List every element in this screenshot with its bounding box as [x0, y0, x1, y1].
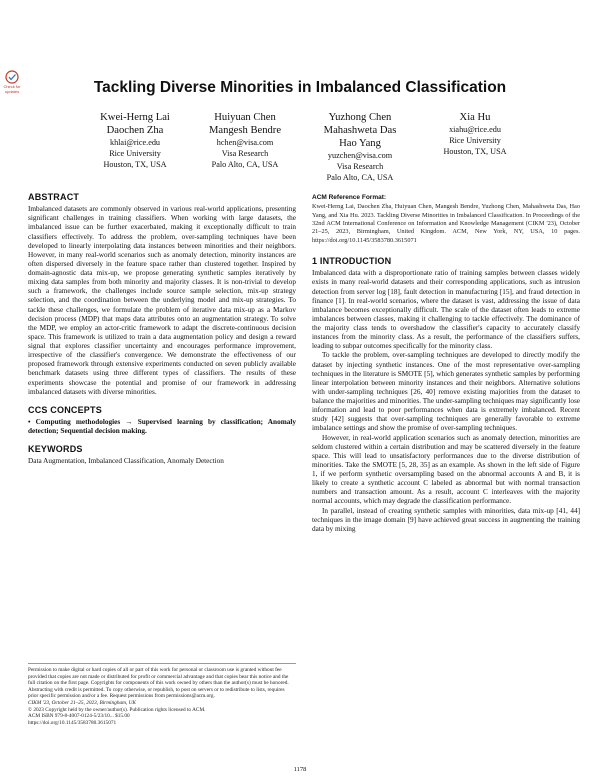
introduction-heading: 1 INTRODUCTION	[312, 256, 392, 267]
permission-footnote	[28, 663, 296, 726]
badge-label: Check for updates	[3, 84, 21, 94]
right-column	[312, 193, 580, 534]
intro-paragraph: In parallel, instead of creating synthetic samples with minorities, data mix-up [41, 44] techniques in the image domain [9] have achieved great success in augmenting the training data by mixing	[312, 506, 580, 533]
left-column	[28, 193, 296, 466]
author-name: Yuzhong Chen	[328, 112, 392, 123]
author-block-4	[410, 111, 540, 157]
author-email: xiahu@rice.edu	[449, 125, 501, 134]
abstract-heading: ABSTRACT	[28, 192, 80, 202]
reference-format-heading: ACM Reference Format:	[312, 194, 387, 201]
author-location: Palo Alto, CA, USA	[211, 160, 279, 169]
author-institution: Rice University	[449, 136, 501, 145]
abstract-text: Imbalanced datasets are commonly observed in various real-world applications, presenting significant challenges in training classifiers. When working with large datasets, the imbalanced issue can be further exacerbated, making it exceptionally difficult to train classifiers effectively. To address the problem, over-sampling techniques have been developed to linearly interpolating data instances between minorities and their neighbors. However, in many real-world scenarios such as anomaly detection, minority instances are often dispersed diversely in the feature space rather than clustered together. Inspired by domain-agnostic data mix-up, we propose generating synthetic samples iteratively by mixing data samples from both minority and majority classes. It is non-trivial to develop such a framework, the challenges include source sample selection, mix-up strategy selection, and the coordination between the underlying model and mix-up strategies. To tackle these challenges, we formulate the problem of iterative data mix-up as a Markov decision process (MDP) that maps data attributes onto an augmentation strategy. To solve the MDP, we employ an actor-critic framework to adapt the discrete-continuous decision space. This framework is utilized to train a data augmentation policy and design a reward signal that explores classifier uncertainty and encourages performance improvement, irrespective of the classifier's convergence. We demonstrate the effectiveness of our proposed framework through extensive experiments conducted on seven publicly available benchmark datasets using three different types of classifiers. The results of these experiments showcase the potential and promise of our framework in addressing imbalanced datasets with diverse minorities.	[28, 205, 296, 396]
author-name: Hao Yang	[339, 138, 381, 149]
author-name: Huiyuan Chen	[214, 112, 276, 123]
author-location: Palo Alto, CA, USA	[326, 173, 394, 182]
keywords-text: Data Augmentation, Imbalanced Classification, Anomaly Detection	[28, 457, 224, 466]
ccs-text: • Computing methodologies → Supervised learning by classification; Anomaly detection; Sequential decision making.	[28, 417, 296, 435]
author-institution: Visa Research	[221, 149, 269, 158]
author-location: Houston, TX, USA	[103, 160, 167, 169]
author-block-3	[290, 111, 430, 183]
permission-text: Permission to make digital or hard copies of all or part of this work for personal or classroom use is granted without fee provided that copies are not made or distributed for profit or commercial advantage and that copies bear this notice and the full citation on the first page. Copyrights for components of this work owned by others than the author(s) must be honored. Abstracting with credit is permitted. To copy otherwise, or republish, to post on servers or to redistribute to lists, requires prior specific permission and/or a fee. Request permissions from permissions@acm.org.	[28, 667, 289, 700]
intro-paragraph: Imbalanced data with a disproportionate ratio of training samples between classes widely exists in many real-world datasets and their corresponding applications, such as intrusion detection from server log [18], fault detection in manufacturing [15], and fraud detection in finance [1]. In real-world scenarios, where the dataset is vast, addressing the issue of data imbalance becomes exceptionally difficult. The scale of the dataset often leads to extreme imbalances between classes, making it challenging to tackle effectively. The dominance of the majority class tends to overshadow the classifier's capacity to accurately classify instances from the minority class. As a result, the performance of the classifiers suffers, leading to subpar outcomes specifically for the minority class.	[312, 269, 580, 351]
author-name: Daochen Zha	[106, 125, 164, 136]
author-email: hchen@visa.com	[216, 138, 274, 147]
author-institution: Visa Research	[336, 162, 384, 171]
conference-line: CIKM '23, October 21–25, 2023, Birmingham, UK	[28, 699, 136, 706]
author-name: Mahashweta Das	[323, 125, 397, 136]
author-location: Houston, TX, USA	[443, 147, 507, 156]
page-number: 1178	[293, 766, 307, 773]
paper-title: Tackling Diverse Minorities in Imbalanced Classification	[93, 79, 507, 96]
reference-format-text: Kwei-Herng Lai, Daochen Zha, Huiyuan Chen, Mangesh Bendre, Yuzhong Chen, Mahashweta Das, Hao Yang, and Xia Hu. 2023. Tackling Diverse Minorities in Imbalanced Classification. In Proceedings of the 32nd ACM International Conference on Information and Knowledge Management (CIKM '23), October 21–25, 2023, Birmingham, United Kingdom. ACM, New York, NY, USA, 10 pages. https://doi.org/10.1145/3583780.3615071	[312, 203, 580, 244]
copyright-line: © 2023 Copyright held by the owner/author(s). Publication rights licensed to ACM.	[28, 706, 206, 713]
author-email: yuzchen@visa.com	[327, 151, 393, 160]
ccs-heading: CCS CONCEPTS	[28, 404, 102, 415]
author-email: khlai@rice.edu	[109, 138, 161, 147]
author-name: Xia Hu	[459, 112, 491, 123]
isbn-line: ACM ISBN 979-8-4007-0124-5/23/10... $15.00	[28, 713, 130, 720]
author-name: Mangesh Bendre	[208, 125, 282, 136]
author-institution: Rice University	[109, 149, 161, 158]
doi-link[interactable]: https://doi.org/10.1145/3583780.3615071	[28, 719, 117, 726]
keywords-heading: KEYWORDS	[28, 444, 83, 455]
intro-paragraph: However, in real-world application scenarios such as anomaly detection, minorities are seldom clustered within a certain distribution and may be scattered diversely in the feature space. This will lead to unsatisfactory performances due to the diverse distribution of minorities. Take the SMOTE [5, 28, 35] as an example. As shown in the left side of Figure 1, if we perform synthetic oversampling based on the abnormal accounts A and B, it is likely to create a synthetic account C labeled as abnormal but with normal transaction numbers and transaction amount. As a result, account C interleaves with the majority normal accounts, which may degrade the classification performance.	[312, 433, 580, 506]
intro-paragraph: To tackle the problem, over-sampling techniques are developed to directly modify the dataset by injecting synthetic instances. One of the most representative over-sampling techniques in the literature is SMOTE [5], which generates synthetic samples by performing linear interpolation between minority instances and their neighbors. Alternative solutions with under-sampling techniques [26, 40] remove existing majorities from the dataset to balance the majorities and minorities. The under-sampling techniques may significantly lose information and lead to poor performances when data is extremely imbalanced. Recent study [42] suggests that over-sampling techniques are generally favorable to extreme imbalance settings and show the promise of over-sampling techniques.	[312, 351, 580, 433]
author-name: Kwei-Herng Lai	[100, 112, 170, 123]
